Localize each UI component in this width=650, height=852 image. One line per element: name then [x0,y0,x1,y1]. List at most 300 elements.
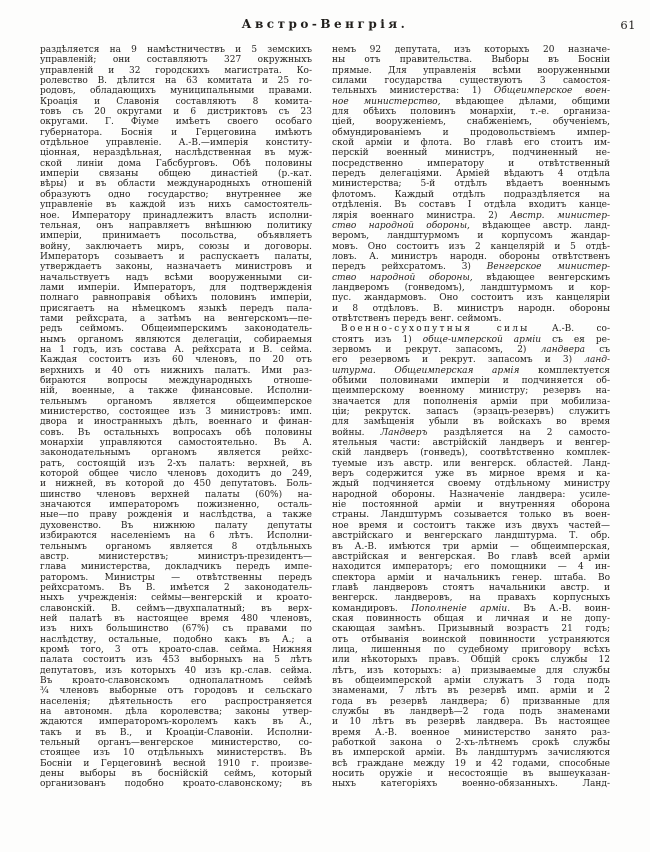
text-line [332,417,610,427]
spaced-text: Военно-сухопутныя силы [341,324,530,335]
text-line [332,407,610,417]
text-line [40,645,312,655]
text-run: австрійская и венгерская. Во главѣ всей арміи [332,551,610,562]
text-run: венгерск. ландверовъ, на правахъ корпусныхъ [332,593,610,604]
italic-text: Пополненіе арміи. [411,603,511,614]
text-run: присягаетъ на нѣмецкомъ языкѣ передъ пала- [40,303,312,314]
text-run: дены выборы въ боснійскій сеймъ, который [40,769,312,780]
text-line [40,304,312,314]
text-line [40,779,312,789]
text-line [40,666,312,676]
text-line [40,469,312,479]
text-line [332,304,610,314]
text-run: съ ея ре- [541,334,610,345]
text-run: ціей, вооруженіемъ, снабженіемъ, обученіемъ, [332,117,610,128]
page-number: 61 [620,18,636,32]
text-line [40,324,312,334]
text-line [332,107,610,117]
text-line [332,542,610,552]
text-run: вѣдающее дѣлами, общими [440,96,610,107]
text-line [332,510,610,520]
text-run: туемые изъ австр. или венгерск. областей. Ланд- [332,458,610,469]
text-run: имперіи, принимаетъ посольства, объявляетъ [40,231,312,242]
text-run: находится императоръ; его помощники — 4 ин- [332,562,610,573]
text-line [40,335,312,345]
text-run: лѣтъ, изъ которыхъ: а) призываемые для службы [332,665,610,676]
text-run: передъ рейхсратомъ. 3) [332,262,487,273]
text-line [40,490,312,500]
text-line [40,479,312,489]
text-run: изъ нихъ большинство (67%) съ правами по [40,624,312,635]
text-line [332,169,610,179]
text-run: А.-В. со- [529,324,610,335]
text-line [332,728,610,738]
text-line [332,645,610,655]
text-line [332,324,610,334]
text-line [332,355,610,365]
text-run: спектора арміи и начальникъ генер. штаба. Во [332,572,610,583]
text-line [40,190,312,200]
text-line [40,242,312,252]
text-line [40,707,312,717]
text-line [40,686,312,696]
text-run: тами рейхсрата, а затѣмъ на венгерскомъ—пе- [40,313,312,324]
text-run: вѣры) и въ области международныхъ отношеній [40,179,312,190]
text-run: страны. Ландштурмъ созывается только въ воен- [332,510,610,521]
text-run: веромъ, ландштурмомъ и корпусомъ жандар- [332,231,610,242]
text-run: пус. жандармовъ. Оно состоитъ изъ канцеляріи [332,293,610,304]
text-line [40,759,312,769]
text-run: губернатора. Боснія и Герцеговина имѣютъ [40,127,312,138]
text-line [40,738,312,748]
text-line [332,552,610,562]
text-line [40,769,312,779]
text-run: стоятъ изъ 1) [332,334,423,345]
text-line [332,738,610,748]
text-line [40,531,312,541]
text-run: для обѣихъ половинъ монархіи, т.-е. организа- [332,107,610,118]
text-run: въ имперской арміи. Въ ландштурмъ зачисляются [332,748,610,759]
text-run: ролевство В. дѣлится на 63 комитата и 25 го- [40,76,312,87]
text-line [40,635,312,645]
text-run: законодательнымъ органомъ является рейхс- [40,448,312,459]
text-run: управленій; они составляютъ 327 окружныхъ [40,55,312,66]
text-line [332,428,610,438]
text-run: ній, военные, а также финансовые. Исполни- [40,386,312,397]
text-run: которой общее число членовъ доходитъ до 249, [40,469,312,480]
text-line [332,262,610,272]
text-line [332,55,610,65]
text-run: лярія военнаго министра. 2) [332,210,511,221]
text-line [40,676,312,686]
text-run: родовъ, обладающихъ муниципальными правами. [40,86,312,97]
text-line [332,200,610,210]
text-run: прямые. Для управленія всѣми вооруженными [332,65,610,76]
text-line [332,604,610,614]
text-line [332,459,610,469]
text-run: скій ландверъ (гонведъ), соотвѣтственно комплек- [332,448,610,459]
text-line [40,604,312,614]
text-line [40,717,312,727]
text-run: товъ съ 20 округами и 6 дистриктовъ съ 23 [40,107,312,118]
text-run: ціонная, нераздѣльная, наслѣдственная въ муж- [40,148,312,159]
text-line [332,666,610,676]
text-run: ные—по праву рожденія и наслѣдства, а также [40,510,312,521]
text-line [332,45,610,55]
text-line [332,562,610,572]
text-line [332,479,610,489]
text-line [40,221,312,231]
text-run: наслѣдству, остальные, подобно какъ въ А.; а [40,634,312,645]
text-column-right [332,45,610,790]
text-run: ждаются императоромъ-королемъ какъ въ А., [40,717,312,728]
text-line [40,117,312,127]
text-run: австр. министерствъ; министръ-президентъ— [40,551,312,562]
text-run: депутатовъ, изъ которыхъ 40 изъ кр.-слав. сейма. [40,665,312,676]
text-run: Въ А.-В. воин- [510,603,610,614]
text-run: двора и иностранныхъ дѣлъ, военнаго и финан- [40,417,312,428]
text-line [40,655,312,665]
text-line [40,128,312,138]
text-run: Императоръ созываетъ и распускаетъ палаты, [40,251,312,262]
text-line [332,231,610,241]
text-line [332,211,610,221]
italic-text: ное министерство, [332,96,441,107]
text-run: флотомъ. Каждый отдѣлъ подраздѣляется на [332,189,610,200]
text-run: раторомъ. Министры — отвѣтственны передъ [40,572,312,583]
text-column-left [40,45,312,790]
text-line [40,407,312,417]
text-line [332,86,610,96]
text-line [40,448,312,458]
text-run: передъ делегаціями. Арміей вѣдаютъ 4 отдѣла [332,169,610,180]
text-line [332,386,610,396]
text-run: ландверомъ (гонведомъ), ландштурмомъ и кор- [332,282,610,293]
text-line [40,138,312,148]
text-line [332,179,610,189]
text-run: населенія; дѣятельность его распространяется [40,696,312,707]
text-line [40,252,312,262]
text-run: округами. Г. Фіуме имѣетъ своего особаго [40,117,312,128]
text-line [40,211,312,221]
text-line [332,759,610,769]
text-run: работкой закона о 2-хъ-лѣтнемъ срокѣ службы [332,738,610,749]
text-line [332,593,610,603]
text-line [40,293,312,303]
italic-text: Общеимперская армія [394,365,520,376]
text-run: Босніи и Герцеговинѣ весной 1910 г. произве- [40,758,312,769]
text-line [40,273,312,283]
text-line [332,635,610,645]
text-run: силами государства существуютъ 3 самостоя- [332,76,610,87]
text-run: вѣдающее венгерскимъ [472,272,610,283]
text-run: года въ резервѣ ландвера; б) призванные для [332,696,610,707]
text-line [40,366,312,376]
text-run: войны. [332,427,381,438]
text-run: съ [585,344,610,355]
text-line [332,448,610,458]
text-line [332,707,610,717]
text-run: ская повинность общая и личная и не допу- [332,613,610,624]
text-run: обмундированіемъ и продовольствіемъ импер- [332,127,610,138]
text-line [332,614,610,624]
text-line [332,438,610,448]
text-line [40,231,312,241]
text-run: ратъ, состоящій изъ 2-хъ палатъ: верхней, въ [40,458,312,469]
text-run: тельнымъ органомъ является 8 отдѣльныхъ [40,541,312,552]
text-run: для замѣщенія убыли въ войскахъ во время [332,417,610,428]
text-run: монархіи управляются самостоятельно. Въ А. [40,438,312,449]
text-line [332,283,610,293]
text-line [332,190,610,200]
text-line [332,676,610,686]
text-line [40,542,312,552]
text-run: знаменами, 7 лѣтъ въ резервѣ имп. арміи и 2 [332,686,610,697]
text-run: ныхъ категоріяхъ военно-обязанныхъ. Ланд- [332,779,610,790]
text-line [332,221,610,231]
text-line [332,521,610,531]
text-run: на 1 годъ, изъ состава А. рейхсрата и В. сейма. [40,344,312,355]
text-run: ніе постоянной арміи и внутренняя оборона [332,500,610,511]
italic-text: Венгерское министер- [486,262,610,273]
text-line [332,748,610,758]
text-run: лами имперіи. Императоръ, для подтвержденія [40,282,312,293]
text-run: ное. Императору принадлежитъ власть исполни- [40,210,312,221]
text-line [332,117,610,127]
text-line [40,459,312,469]
text-line [332,252,610,262]
text-line [332,686,610,696]
text-line [40,728,312,738]
italic-text: Ландверъ [380,427,428,438]
text-line [40,97,312,107]
text-run: глава министерства, докладчикъ передъ импе- [40,562,312,573]
text-run: австрійскаго и венгерскаго ландштурма. Т. обр. [332,531,610,542]
text-run: или нѣкоторыхъ правъ. Общій срокъ службы 12 [332,655,610,666]
text-line [332,490,610,500]
text-run: скающая замѣнъ. Призывный возрастъ 21 годъ; [332,624,610,635]
text-line [40,428,312,438]
text-line [332,97,610,107]
text-line [40,376,312,386]
text-line [40,583,312,593]
text-line [40,283,312,293]
text-line [332,314,610,324]
text-line [40,386,312,396]
text-line [40,355,312,365]
text-run: ятельныя части: австрійскій ландверъ и венгер- [332,438,610,449]
text-run: и нижней, въ которой до 450 депутатовъ. Боль- [40,479,312,490]
text-run: избираются населеніемъ на 6 лѣтъ. Исполни- [40,531,312,542]
text-line [40,179,312,189]
text-line [332,531,610,541]
text-run: шинство членовъ верхней палаты (60%) на- [40,489,312,500]
text-run: комплектуется [519,365,610,376]
text-run: ской арміи и флота. Во главѣ его стоитъ им- [332,138,610,149]
text-line [40,76,312,86]
text-run: духовенство. Въ нижнюю палату депутаты [40,520,312,531]
text-run: министерство, состоящее изъ 3 министровъ: имп. [40,407,312,418]
text-run: ны отъ правительства. Выборы въ Босніи [332,55,610,66]
italic-text: ланд- [584,355,610,366]
text-run: ловъ. А. министръ народн. обороны отвѣтственъ [332,251,610,262]
text-run: его резервомъ и рекрут. запасомъ и 3) [332,355,585,366]
text-run: отвѣтственъ передъ венг. сеймомъ. [332,313,502,324]
text-run: бираются вопросы международныхъ отноше- [40,376,312,386]
text-run: раздѣляется на 9 намѣстничествъ и 5 земскихъ [40,45,312,55]
text-run: въ общеимперской арміи служатъ 3 года подъ [332,675,610,686]
text-line [332,573,610,583]
text-run: отдѣленія. Въ составъ I отдѣла входитъ канце- [332,200,610,211]
text-run: отдѣльное управленіе. А.-В.—имперія конститу- [40,138,312,149]
text-run: управленій и 32 городскихъ магистрата. Ко- [40,65,312,76]
text-run: начальствуетъ надъ всѣми вооруженными си- [40,272,312,283]
text-line [332,335,610,345]
text-run: организованъ подобно кроато-славонскому; въ [40,779,312,790]
text-line [40,748,312,758]
text-line [40,573,312,583]
text-line [332,159,610,169]
text-line [40,86,312,96]
text-line [40,66,312,76]
text-run: верхнихъ и 40 отъ нижнихъ палатъ. Ими раз- [40,365,312,376]
italic-text: ство народной обороны, [332,220,470,231]
text-run: имперіи связаны общею династіей (р.-кат. [40,169,312,180]
text-line [332,624,610,634]
text-run: тельныхъ министерства: 1) [332,86,494,97]
text-line [40,614,312,624]
text-line [332,717,610,727]
text-run: тельная, онъ направляетъ внѣшнюю политику [40,220,312,231]
text-run: нымъ органомъ являются делегаціи, собираемыя [40,334,312,345]
italic-text: штурма. [332,365,376,376]
text-run: управленіе въ каждой изъ нихъ самостоятель- [40,200,312,211]
text-run: обѣими половинами имперіи и подчиняется об- [332,376,610,386]
text-run: утверждаетъ законы, назначаетъ министровъ и [40,262,312,273]
text-run: полнаго равноправія обѣихъ половинъ имперіи, [40,293,312,304]
text-line [332,500,610,510]
text-run: совъ. Въ остальныхъ вопросахъ обѣ половины [40,427,312,438]
text-line [40,314,312,324]
text-run: ждый подчиняется своему отдѣльному министру [332,479,610,490]
text-run: такъ и въ В., и Кроаціи-Славоніи. Исполни- [40,727,312,738]
text-line [40,552,312,562]
text-run: мовъ. Оно состоитъ изъ 2 канцелярій и 5 отдѣ- [332,241,610,252]
text-run: ціи; рекрутск. запасъ (эрзацъ-резервъ) служитъ [332,407,610,418]
text-line [332,469,610,479]
text-line [332,76,610,86]
text-line [40,500,312,510]
text-line [332,769,610,779]
text-run: время А.-В. военное министерство занято раз- [332,727,610,738]
text-run: лица, лишенныя по судебному приговору всѣхъ [332,644,610,655]
text-line [40,159,312,169]
text-run: значаются императоромъ пожизненно, осталь- [40,500,312,511]
italic-text: Австр. министер- [510,210,610,221]
text-run: отъ отбыванія воинской повинности устраняются [332,634,610,645]
text-line [332,583,610,593]
italic-text: ландвера [540,344,586,355]
text-line [40,624,312,634]
text-line [332,66,610,76]
text-run: и 8 отдѣловъ. В. министръ народн. обороны [332,303,610,314]
text-run: щеимперскому военному министру; резервъ на- [332,386,610,397]
text-line [40,55,312,65]
text-run: ное время и состоитъ также изъ двухъ частей— [332,520,610,531]
text-line [40,148,312,158]
text-run: палата состоитъ изъ 453 выборныхъ на 5 лѣтъ [40,655,312,666]
text-run: службы въ ландверѣ—2 года подъ знаменами [332,707,610,717]
text-line [40,169,312,179]
text-run: въ А.-В. имѣются три арміи — общеимперская, [332,541,610,552]
page-header [40,17,636,33]
text-run: стоящее изъ 10 отдѣльныхъ министерствъ. Въ [40,748,312,759]
italic-text: ство народной обороны, [332,272,473,283]
text-line [332,655,610,665]
text-run [376,366,395,376]
text-run: раздѣляется на 2 самосто- [427,427,610,438]
text-run: тельный органъ—венгерское министерство, со- [40,738,312,749]
text-line [40,438,312,448]
text-line [332,273,610,283]
text-run: войну, заключаетъ миръ, союзы и договоры. [40,241,312,252]
text-run: ныхъ учрежденія: сеймы—венгерскій и кроато- [40,593,312,604]
text-columns [40,45,610,790]
text-line [332,376,610,386]
text-run: тельнымъ органомъ является общеимперское [40,396,312,407]
text-run: главѣ ландверовъ стоятъ начальники австр. и [332,582,610,593]
text-line [332,138,610,148]
text-run: на автономн. дѣла королевства; законы утвер- [40,707,312,717]
text-line [40,697,312,707]
text-run: кромѣ того, 3 отъ кроато-слав. сейма. Нижняя [40,644,312,655]
text-line [40,45,312,55]
text-run: Въ кроато-славонскомъ однопалатномъ сеймѣ [40,675,312,686]
text-run: посредственно императору и отвѣтственный [332,158,610,169]
text-line [332,148,610,158]
text-line [40,417,312,427]
text-line [40,200,312,210]
italic-text: Общеимперское воен- [493,86,610,97]
text-line [332,779,610,789]
text-run: значается для пополненія арміи при мобилиза- [332,396,610,407]
text-run: славонскій. В. сеймъ—двухпалатный; въ верх- [40,603,312,614]
text-run: всѣ граждане между 19 и 42 годами, способные [332,758,610,769]
text-run: носить оружіе и несостоящіе въ вышеуказан- [332,769,610,780]
text-run: командировъ. [332,603,412,614]
page-title: Австро-Венгрія. [241,17,409,31]
text-line [40,510,312,520]
italic-text: обще-имперской арміи [422,334,542,345]
text-line [332,366,610,376]
text-line [40,107,312,117]
text-line [40,397,312,407]
text-line [40,562,312,572]
text-run: народной обороны. Назначеніе ландвера: усиле- [332,489,610,500]
text-run: редъ сеймомъ. Общеимперскимъ законодатель- [40,324,312,335]
text-line [40,345,312,355]
text-line [40,262,312,272]
text-run: Каждая состоитъ изъ 60 членовъ, по 20 отъ [40,355,312,366]
text-run: и 10 лѣтъ въ резервѣ ландвера. Въ настоящее [332,717,610,728]
text-run: зервомъ и рекрут. запасомъ, 2) [332,344,541,355]
text-run: вѣдающее австр. ланд- [469,220,610,231]
text-line [332,697,610,707]
text-run: немъ 92 депутата, изъ которыхъ 20 назначе- [332,45,610,55]
text-line [332,128,610,138]
text-run: ской линіи дома Габсбурговъ. Обѣ половины [40,158,312,169]
text-run: министерства; 5-й отдѣлъ вѣдаетъ военнымъ [332,179,610,190]
